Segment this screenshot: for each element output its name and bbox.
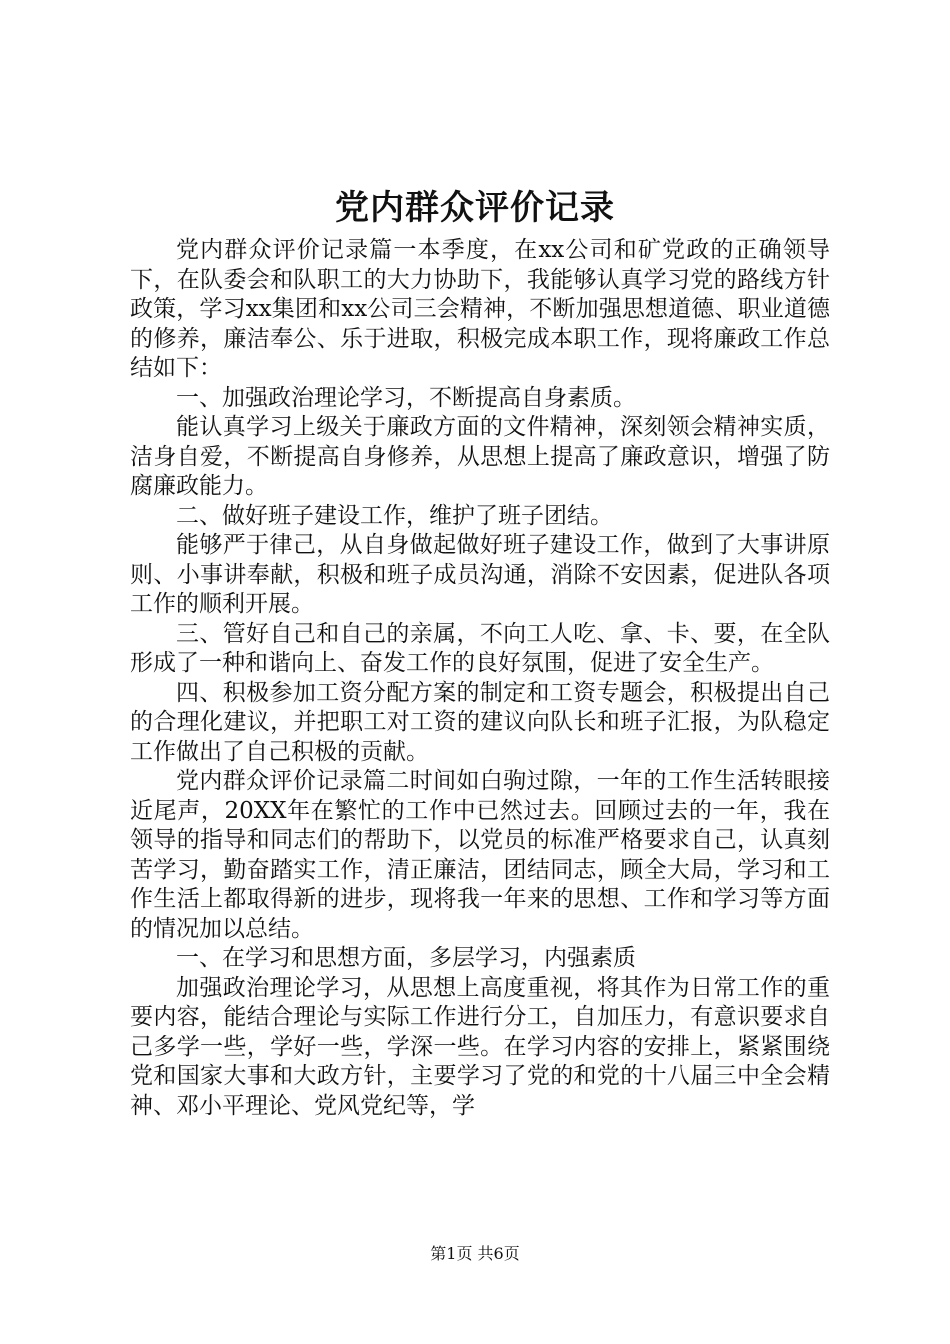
paragraph: 能认真学习上级关于廉政方面的文件精神，深刻领会精神实质，洁身自爱，不断提高自身修养，从思想上提高了廉政意识，增强了防腐廉政能力。 — [130, 414, 830, 499]
paragraph: 党内群众评价记录篇二时间如白驹过隙，一年的工作生活转眼接近尾声，20XX年在繁忙的工作中已然过去。回顾过去的一年，我在领导的指导和同志们的帮助下，以党员的标准严格要求自己，认真刻苦学习，勤奋踏实工作，清正廉洁，团结同志，顾全大局，学习和工作生活上都取得新的进步，现将我一年来的思想、工作和学习等方面的情况加以总结。 — [130, 768, 830, 942]
document-title: 党内群众评价记录 — [335, 188, 615, 228]
page-footer: 第1页 共6页 — [430, 1244, 520, 1263]
paragraph: 党内群众评价记录篇一本季度，在xx公司和矿党政的正确领导下，在队委会和队职工的大力协助下，我能够认真学习党的路线方针政策，学习xx集团和xx公司三会精神，不断加强思想道德、职业道德的修养，廉洁奉公、乐于进取，积极完成本职工作，现将廉政工作总结如下： — [130, 237, 830, 381]
paragraph: 二、做好班子建设工作，维护了班子团结。 — [176, 502, 613, 529]
paragraph: 一、在学习和思想方面，多层学习，内强素质 — [176, 945, 636, 971]
paragraph: 能够严于律己，从自身做起做好班子建设工作，做到了大事讲原则、小事讲奉献，积极和班子成员沟通，消除不安因素，促进队各项工作的顺利开展。 — [130, 532, 830, 617]
paragraph: 一、加强政治理论学习，不断提高自身素质。 — [176, 384, 636, 411]
paragraph: 四、积极参加工资分配方案的制定和工资专题会，积极提出自己的合理化建议，并把职工对工资的建议向队长和班子汇报，为队稳定工作做出了自己积极的贡献。 — [130, 679, 830, 765]
paragraph: 加强政治理论学习，从思想上高度重视，将其作为日常工作的重要内容，能结合理论与实际工作进行分工，自加压力，有意识要求自己多学一些，学好一些，学深一些。在学习内容的安排上，紧紧围绕党和国家大事和大政方针，主要学习了党的和党的十八届三中全会精神、邓小平理论、党风党纪等，学 — [130, 974, 830, 1119]
document-body — [130, 236, 830, 1121]
paragraph: 三、管好自己和自己的亲属，不向工人吃、拿、卡、要，在全队形成了一种和谐向上、奋发工作的良好氛围，促进了安全生产。 — [130, 620, 830, 676]
